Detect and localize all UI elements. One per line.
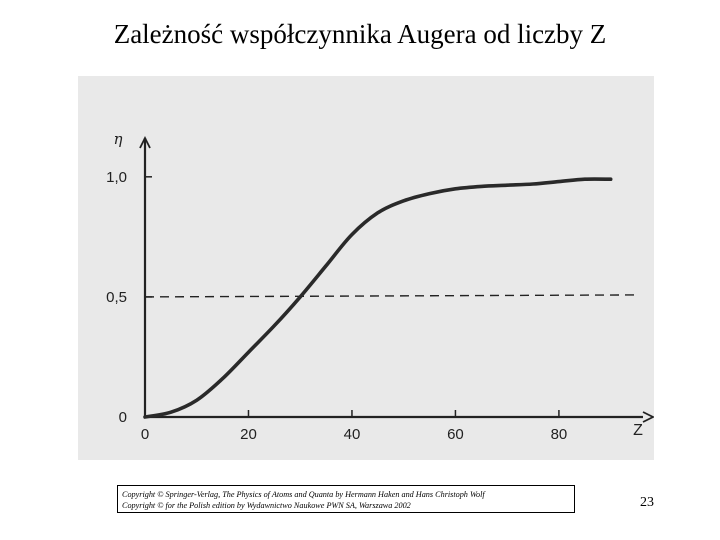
- x-tick-label: 60: [447, 426, 464, 443]
- reference-line-half: [145, 295, 638, 297]
- copyright-box: [117, 485, 575, 513]
- y-tick-label: 1,0: [106, 168, 127, 186]
- x-tick-label: 40: [343, 426, 361, 443]
- page-number: 23: [640, 495, 654, 510]
- series-line-auger-coefficient: [145, 179, 611, 417]
- chart-figure: [78, 76, 654, 460]
- x-tick-label: 20: [240, 426, 257, 443]
- x-tick-label: 0: [140, 426, 150, 443]
- y-tick-label: 0,5: [106, 288, 127, 306]
- copyright-line-1: Copyright © Springer-Verlag, The Physics of Atoms and Quanta by Hermann Haken and Hans Christoph Wolf: [122, 490, 485, 499]
- x-axis-label: Z: [633, 422, 643, 439]
- auger-coefficient-chart: [78, 76, 654, 460]
- y-axis-label: η: [113, 130, 123, 148]
- x-tick-label: 80: [550, 426, 568, 443]
- page-title: Zależność współczynnika Augera od liczby Z: [113, 19, 607, 49]
- copyright-line-2: Copyright © for the Polish edition by Wydawnictwo Naukowe PWN SA, Warszawa 2002: [122, 501, 411, 510]
- y-tick-label: 0: [118, 409, 127, 426]
- x-axis-arrow: [643, 412, 653, 422]
